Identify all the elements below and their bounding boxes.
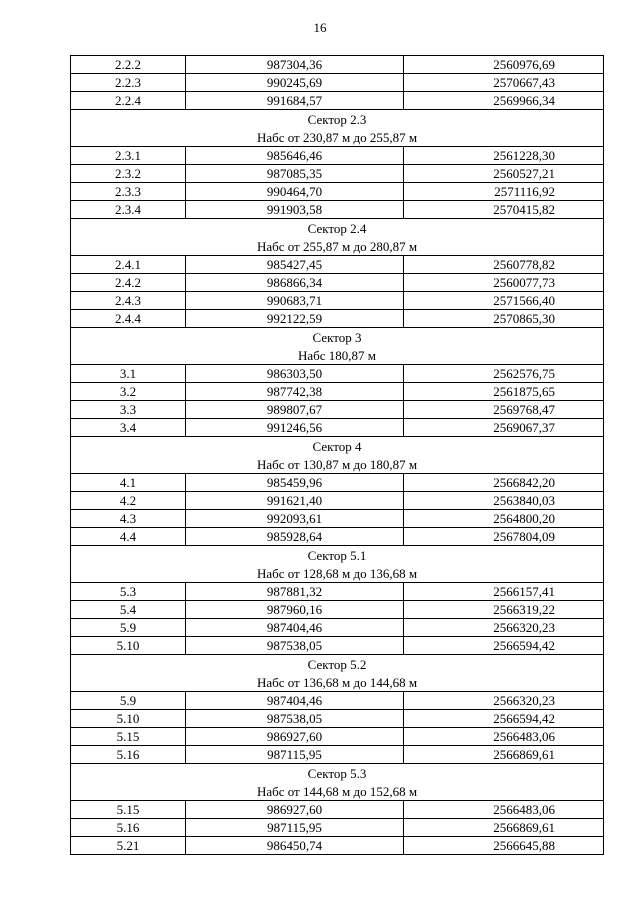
table-row — [71, 92, 604, 110]
point-number-cell: 2.4.1 — [71, 256, 186, 274]
point-number-cell: 2.3.2 — [71, 165, 186, 183]
table-row — [71, 819, 604, 837]
x-coordinate-cell: 989807,67 — [186, 401, 404, 419]
height-range: Набс от 144,68 м до 152,68 м — [71, 782, 604, 801]
table-row — [71, 728, 604, 746]
x-coordinate-cell: 987881,32 — [186, 583, 404, 601]
table-row — [71, 292, 604, 310]
y-coordinate-cell: 2566842,20 — [404, 474, 604, 492]
point-number-cell: 5.9 — [71, 619, 186, 637]
x-coordinate-cell: 990245,69 — [186, 74, 404, 92]
table-row — [71, 165, 604, 183]
x-coordinate-cell: 991621,40 — [186, 492, 404, 510]
x-coordinate-cell: 987115,95 — [186, 819, 404, 837]
height-range-row — [71, 346, 604, 365]
table-row — [71, 56, 604, 74]
y-coordinate-cell: 2566483,06 — [404, 728, 604, 746]
x-coordinate-cell: 987085,35 — [186, 165, 404, 183]
x-coordinate-cell: 985459,96 — [186, 474, 404, 492]
height-range: Набс от 136,68 м до 144,68 м — [71, 673, 604, 692]
table-row — [71, 419, 604, 437]
point-number-cell: 5.16 — [71, 746, 186, 764]
table-row — [71, 201, 604, 219]
sector-heading-row — [71, 764, 604, 783]
table-row — [71, 310, 604, 328]
x-coordinate-cell: 991684,57 — [186, 92, 404, 110]
x-coordinate-cell: 990683,71 — [186, 292, 404, 310]
point-number-cell: 2.4.4 — [71, 310, 186, 328]
point-number-cell: 3.3 — [71, 401, 186, 419]
sector-heading-row — [71, 110, 604, 129]
table-row — [71, 383, 604, 401]
point-number-cell: 2.3.3 — [71, 183, 186, 201]
height-range: Набс от 128,68 м до 136,68 м — [71, 564, 604, 583]
y-coordinate-cell: 2564800,20 — [404, 510, 604, 528]
table-row — [71, 601, 604, 619]
point-number-cell: 2.2.3 — [71, 74, 186, 92]
point-number-cell: 4.1 — [71, 474, 186, 492]
sector-title: Сектор 2.4 — [71, 219, 604, 238]
y-coordinate-cell: 2566320,23 — [404, 692, 604, 710]
height-range-row — [71, 564, 604, 583]
x-coordinate-cell: 992122,59 — [186, 310, 404, 328]
y-coordinate-cell: 2570415,82 — [404, 201, 604, 219]
y-coordinate-cell: 2566320,23 — [404, 619, 604, 637]
point-number-cell: 5.3 — [71, 583, 186, 601]
sector-title: Сектор 5.1 — [71, 546, 604, 565]
sector-heading-row — [71, 219, 604, 238]
y-coordinate-cell: 2569067,37 — [404, 419, 604, 437]
point-number-cell: 2.4.3 — [71, 292, 186, 310]
x-coordinate-cell: 987538,05 — [186, 710, 404, 728]
x-coordinate-cell: 985646,46 — [186, 147, 404, 165]
point-number-cell: 5.10 — [71, 710, 186, 728]
page-number: 16 — [313, 20, 327, 35]
height-range: Набс от 230,87 м до 255,87 м — [71, 128, 604, 147]
x-coordinate-cell: 986927,60 — [186, 728, 404, 746]
point-number-cell: 2.2.4 — [71, 92, 186, 110]
y-coordinate-cell: 2561228,30 — [404, 147, 604, 165]
table-row — [71, 746, 604, 764]
y-coordinate-cell: 2566594,42 — [404, 710, 604, 728]
height-range-row — [71, 455, 604, 474]
sector-title: Сектор 5.2 — [71, 655, 604, 674]
point-number-cell: 2.2.2 — [71, 56, 186, 74]
point-number-cell: 3.1 — [71, 365, 186, 383]
table-row — [71, 837, 604, 855]
table-row — [71, 710, 604, 728]
sector-title: Сектор 3 — [71, 328, 604, 347]
x-coordinate-cell: 986450,74 — [186, 837, 404, 855]
table-row — [71, 801, 604, 819]
x-coordinate-cell: 987304,36 — [186, 56, 404, 74]
y-coordinate-cell: 2570865,30 — [404, 310, 604, 328]
y-coordinate-cell: 2570667,43 — [404, 74, 604, 92]
x-coordinate-cell: 991903,58 — [186, 201, 404, 219]
x-coordinate-cell: 987115,95 — [186, 746, 404, 764]
table-row — [71, 510, 604, 528]
height-range-row — [71, 673, 604, 692]
x-coordinate-cell: 986303,50 — [186, 365, 404, 383]
table-row — [71, 619, 604, 637]
x-coordinate-cell: 987404,46 — [186, 619, 404, 637]
y-coordinate-cell: 2566157,41 — [404, 583, 604, 601]
y-coordinate-cell: 2567804,09 — [404, 528, 604, 546]
point-number-cell: 5.10 — [71, 637, 186, 655]
x-coordinate-cell: 985928,64 — [186, 528, 404, 546]
point-number-cell: 5.15 — [71, 728, 186, 746]
table-row — [71, 474, 604, 492]
x-coordinate-cell: 987404,46 — [186, 692, 404, 710]
y-coordinate-cell: 2566869,61 — [404, 819, 604, 837]
point-number-cell: 4.2 — [71, 492, 186, 510]
x-coordinate-cell: 987742,38 — [186, 383, 404, 401]
y-coordinate-cell: 2571566,40 — [404, 292, 604, 310]
point-number-cell: 4.4 — [71, 528, 186, 546]
x-coordinate-cell: 990464,70 — [186, 183, 404, 201]
sector-heading-row — [71, 328, 604, 347]
height-range: Набс от 255,87 м до 280,87 м — [71, 237, 604, 256]
y-coordinate-cell: 2566869,61 — [404, 746, 604, 764]
point-number-cell: 3.4 — [71, 419, 186, 437]
height-range-row — [71, 128, 604, 147]
height-range-row — [71, 782, 604, 801]
table-row — [71, 583, 604, 601]
y-coordinate-cell: 2569768,47 — [404, 401, 604, 419]
x-coordinate-cell: 992093,61 — [186, 510, 404, 528]
table-row — [71, 528, 604, 546]
x-coordinate-cell: 986866,34 — [186, 274, 404, 292]
point-number-cell: 3.2 — [71, 383, 186, 401]
point-number-cell: 2.3.4 — [71, 201, 186, 219]
table-row — [71, 256, 604, 274]
y-coordinate-cell: 2571116,92 — [404, 183, 604, 201]
y-coordinate-cell: 2561875,65 — [404, 383, 604, 401]
y-coordinate-cell: 2560778,82 — [404, 256, 604, 274]
point-number-cell: 5.15 — [71, 801, 186, 819]
sector-heading-row — [71, 437, 604, 456]
x-coordinate-cell: 991246,56 — [186, 419, 404, 437]
point-number-cell: 5.16 — [71, 819, 186, 837]
table-row — [71, 492, 604, 510]
y-coordinate-cell: 2562576,75 — [404, 365, 604, 383]
table-row — [71, 183, 604, 201]
y-coordinate-cell: 2566319,22 — [404, 601, 604, 619]
point-number-cell: 2.3.1 — [71, 147, 186, 165]
point-number-cell: 2.4.2 — [71, 274, 186, 292]
sector-title: Сектор 5.3 — [71, 764, 604, 783]
y-coordinate-cell: 2560527,21 — [404, 165, 604, 183]
table-row — [71, 365, 604, 383]
x-coordinate-cell: 987960,16 — [186, 601, 404, 619]
x-coordinate-cell: 986927,60 — [186, 801, 404, 819]
sector-heading-row — [71, 546, 604, 565]
point-number-cell: 5.9 — [71, 692, 186, 710]
table-row — [71, 74, 604, 92]
sector-title: Сектор 4 — [71, 437, 604, 456]
y-coordinate-cell: 2566594,42 — [404, 637, 604, 655]
height-range: Набс 180,87 м — [71, 346, 604, 365]
table-row — [71, 637, 604, 655]
height-range: Набс от 130,87 м до 180,87 м — [71, 455, 604, 474]
table-row — [71, 401, 604, 419]
point-number-cell: 5.4 — [71, 601, 186, 619]
y-coordinate-cell: 2560976,69 — [404, 56, 604, 74]
x-coordinate-cell: 985427,45 — [186, 256, 404, 274]
y-coordinate-cell: 2569966,34 — [404, 92, 604, 110]
y-coordinate-cell: 2566483,06 — [404, 801, 604, 819]
sector-title: Сектор 2.3 — [71, 110, 604, 129]
point-number-cell: 4.3 — [71, 510, 186, 528]
y-coordinate-cell: 2566645,88 — [404, 837, 604, 855]
point-number-cell: 5.21 — [71, 837, 186, 855]
table-row — [71, 147, 604, 165]
y-coordinate-cell: 2560077,73 — [404, 274, 604, 292]
y-coordinate-cell: 2563840,03 — [404, 492, 604, 510]
table-row — [71, 274, 604, 292]
sector-heading-row — [71, 655, 604, 674]
x-coordinate-cell: 987538,05 — [186, 637, 404, 655]
coordinates-table — [70, 55, 604, 855]
table-row — [71, 692, 604, 710]
height-range-row — [71, 237, 604, 256]
coordinates-table-body — [71, 56, 604, 855]
